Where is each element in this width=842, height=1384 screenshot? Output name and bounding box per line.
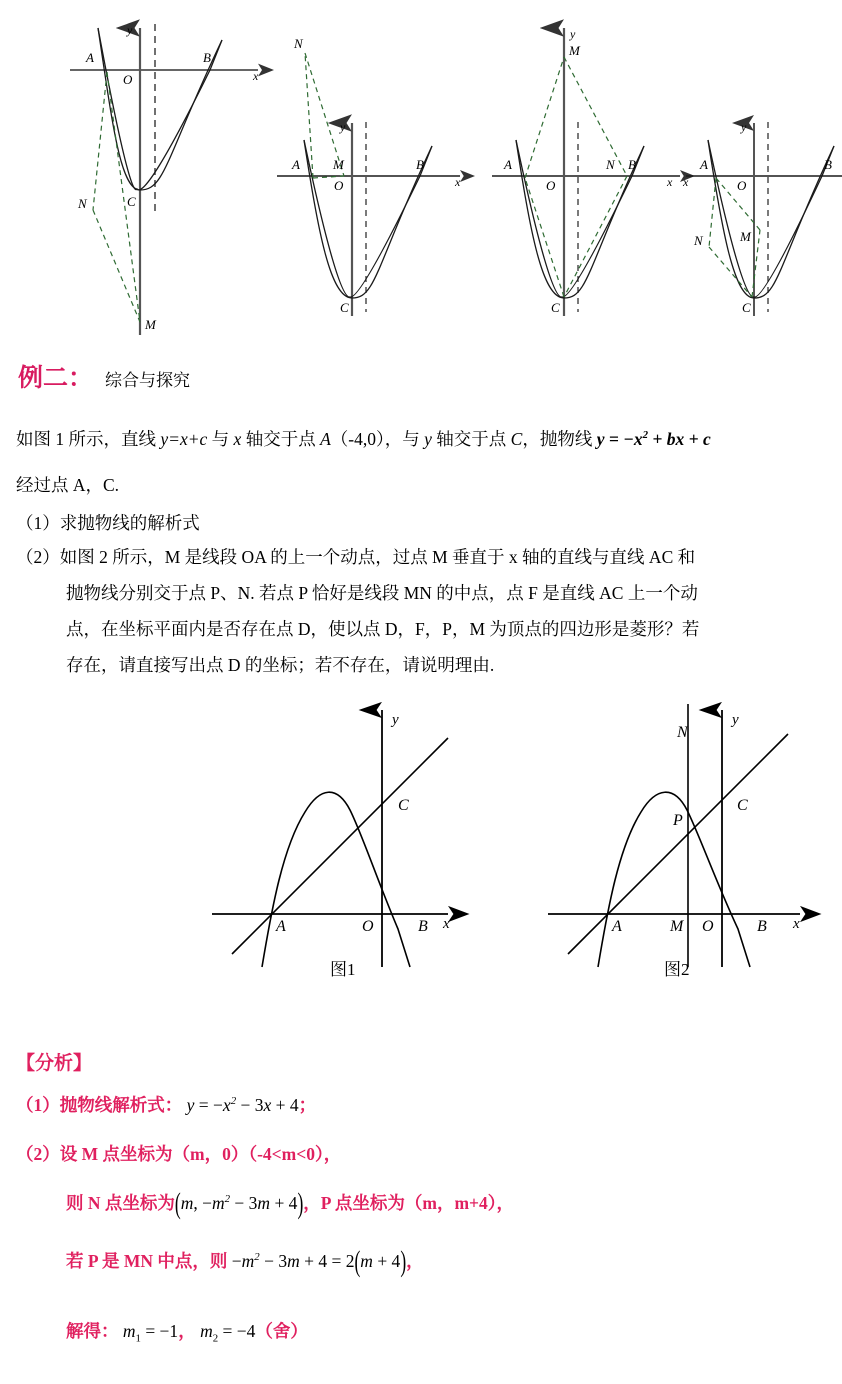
intro-text-k: ，抛物线 — [522, 428, 597, 449]
label-O: O — [123, 72, 133, 87]
analysis-item-5-separator: ， — [178, 1321, 196, 1341]
label-C: C — [127, 194, 136, 209]
label-A: A — [504, 157, 512, 172]
problem-intro-line-2: 经过点 A，C. — [16, 475, 120, 495]
label-C: C — [742, 300, 751, 315]
label-M: M — [333, 157, 344, 172]
intro-text-a: 如图 1 所示，直线 — [16, 428, 161, 449]
label-B: B — [203, 50, 211, 65]
label-N: N — [606, 157, 615, 172]
label-M: M — [569, 43, 580, 58]
label-x: x — [455, 175, 461, 189]
top-figure-4 — [682, 120, 842, 316]
label-B: B — [757, 918, 767, 935]
analysis-item-4-suffix: ， — [406, 1251, 424, 1271]
intro-text-i: 轴交于点 — [431, 428, 511, 449]
figure-1-diagram — [212, 710, 450, 967]
label-y: y — [741, 120, 747, 134]
top-figure-strip — [0, 0, 842, 348]
label-O: O — [334, 178, 344, 193]
analysis-item-1 — [16, 1092, 316, 1117]
label-C: C — [551, 300, 560, 315]
analysis-item-2: （2）设 M 点坐标为（m，0）（-4<m<0）， — [16, 1144, 342, 1164]
x-axis-symbol: x — [233, 428, 242, 449]
figure-1-caption: 图1 — [330, 960, 356, 979]
analysis-item-5-suffix: （舍） — [255, 1321, 308, 1341]
label-A: A — [612, 918, 622, 935]
label-x: x — [683, 175, 689, 189]
question-2-line-1: （2）如图 2 所示，M 是线段 OA 的上一个动点，过点 M 垂直于 x 轴的直线与直线 AC 和 — [16, 547, 696, 567]
label-A: A — [276, 918, 286, 935]
label-P: P — [673, 812, 683, 829]
point-A-symbol: A — [320, 428, 331, 449]
parabola-equation: $y = -x^2$ + bx + c — [596, 428, 711, 449]
label-M: M — [145, 317, 156, 332]
label-B: B — [418, 918, 428, 935]
label-N: N — [294, 36, 303, 51]
point-A-coords: （-4,0），与 — [330, 428, 425, 449]
analysis-item-3-formula: (m, $-m^2 - 3m + 4$) — [174, 1185, 304, 1220]
label-N: N — [677, 724, 688, 741]
analysis-item-1-tail: ； — [298, 1095, 317, 1115]
label-O: O — [737, 178, 747, 193]
label-y: y — [127, 23, 133, 37]
label-y: y — [570, 27, 576, 41]
label-y: y — [732, 712, 739, 728]
question-2-line-4: 存在，请直接写出点 D 的坐标；若不存在，请说明理由. — [66, 655, 495, 675]
intro-text-c: 与 — [207, 428, 234, 449]
top-figure-3 — [492, 27, 680, 316]
analysis-item-5 — [66, 1318, 308, 1345]
label-C: C — [340, 300, 349, 315]
top-figure-2 — [277, 36, 461, 316]
top-figure-1 — [70, 23, 259, 335]
y-axis-symbol: y — [424, 428, 432, 449]
label-A: A — [86, 50, 94, 65]
analysis-item-5-root-2: $m_2 = -4$ — [200, 1321, 256, 1345]
analysis-item-4 — [66, 1243, 424, 1278]
label-y: y — [340, 120, 346, 134]
label-C: C — [737, 797, 748, 814]
example-label: 例二： — [18, 365, 94, 392]
analysis-item-3 — [66, 1185, 514, 1220]
point-C-symbol: C — [510, 428, 523, 449]
label-O: O — [546, 178, 556, 193]
label-A: A — [700, 157, 708, 172]
analysis-item-3-prefix: 则 N 点坐标为 — [66, 1193, 175, 1213]
label-N: N — [78, 196, 87, 211]
line-equation: y=x+c — [160, 428, 208, 449]
example-subtitle: 综合与探究 — [105, 371, 191, 390]
analysis-item-5-root-1: $m_1 = -1$ — [122, 1321, 179, 1345]
label-B: B — [628, 157, 636, 172]
label-x: x — [443, 916, 450, 932]
label-y: y — [392, 712, 399, 728]
label-x: x — [667, 175, 673, 189]
label-O: O — [362, 918, 374, 935]
analysis-item-3-suffix: ，P 点坐标为（m，m+4）， — [303, 1193, 514, 1213]
label-A: A — [292, 157, 300, 172]
figure-2-diagram — [548, 704, 800, 967]
label-C: C — [398, 797, 409, 814]
label-x: x — [253, 69, 259, 83]
label-M: M — [740, 229, 751, 244]
label-M: M — [670, 918, 684, 935]
analysis-item-1-label: （1）抛物线解析式： — [16, 1095, 183, 1115]
example-heading — [18, 358, 190, 394]
analysis-item-4-formula: $-m^2 - 3m + 4 = 2(m + 4)$ — [227, 1243, 407, 1278]
label-N: N — [694, 233, 703, 248]
label-B: B — [824, 157, 832, 172]
label-x: x — [793, 916, 800, 932]
analysis-item-1-formula: $y = -x^2 - 3x + 4$ — [186, 1095, 299, 1115]
question-1: （1）求抛物线的解析式 — [16, 513, 200, 533]
analysis-title: 【分析】 — [16, 1053, 93, 1074]
question-2-line-2: 抛物线分别交于点 P、N. 若点 P 恰好是线段 MN 的中点，点 F 是直线 AC 上一个动 — [66, 583, 698, 603]
figure-2-caption: 图2 — [664, 960, 690, 979]
lower-figure-pair — [0, 692, 842, 992]
label-B: B — [416, 157, 424, 172]
intro-text-e: 轴交于点 — [241, 428, 321, 449]
label-O: O — [702, 918, 714, 935]
problem-intro-line-1 — [16, 430, 711, 448]
analysis-item-5-prefix: 解得： — [66, 1321, 119, 1341]
question-2-line-3: 点，在坐标平面内是否存在点 D，使以点 D，F，P，M 为顶点的四边形是菱形？若 — [66, 619, 700, 639]
analysis-item-4-prefix: 若 P 是 MN 中点，则 — [66, 1251, 228, 1271]
